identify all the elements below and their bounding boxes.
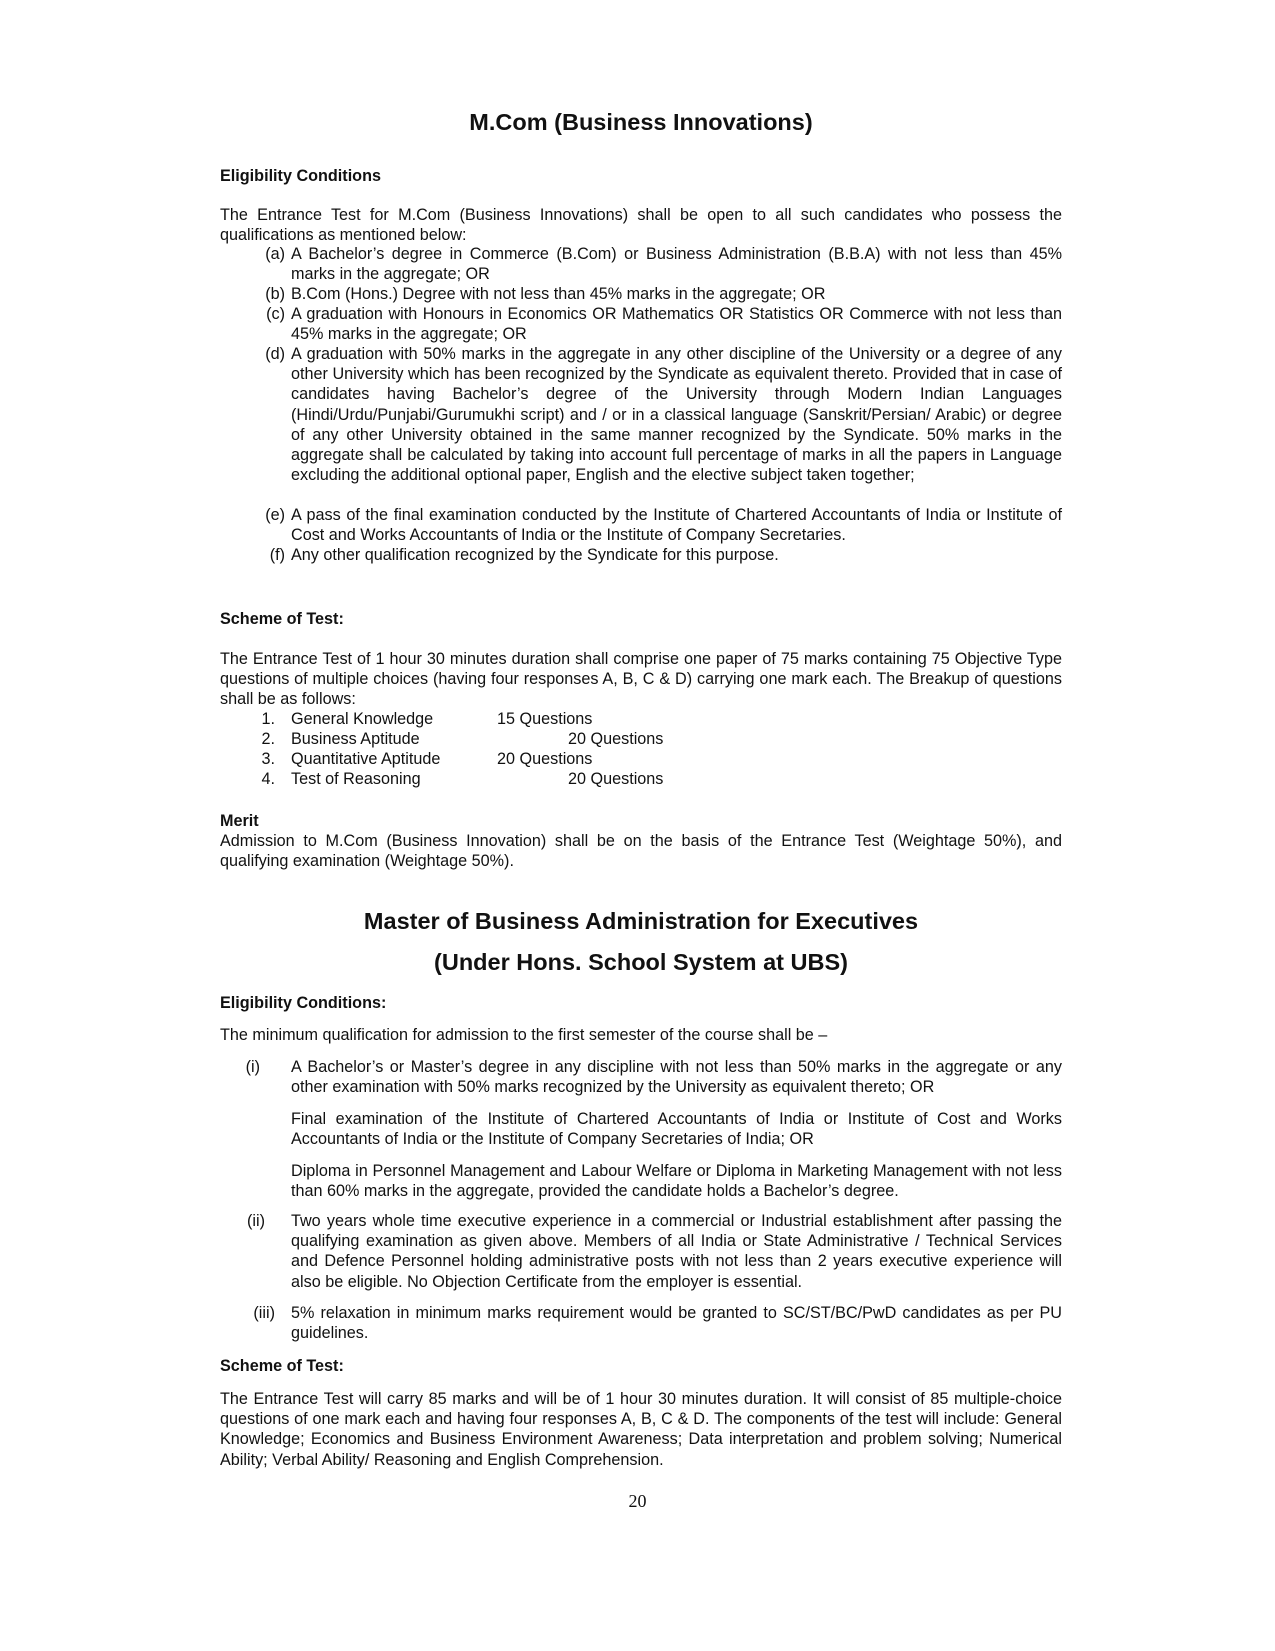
- condition-text: A graduation with 50% marks in the aggregate in any other discipline of the University or a degree of any other University which has been recognized by the Syndicate as equivalent thereto. Provided that in case of candidates having Bachelor’s degree of the University through Modern Indian Languages (Hindi/Urdu/Punjabi/Gurumukhi script) and / or in a classical language (Sanskrit/Persian/ Arabic) or degree of any other University obtained in the same manner recognized by the Syndicate. 50% marks in the aggregate shall be calculated by taking into account full percentage of marks in all the papers in Language excluding the additional optional paper, English and the elective subject taken together;: [291, 345, 1062, 485]
- condition-text: Diploma in Personnel Management and Labour Welfare or Diploma in Marketing Management with not less than 60% marks in the aggregate, provided the candidate holds a Bachelor’s degree.: [291, 1162, 1062, 1201]
- condition-text: A pass of the final examination conducted by the Institute of Chartered Accountants of India or Institute of Cost and Works Accountants of India or the Institute of Company Secretaries.: [291, 506, 1062, 545]
- mcom-scheme-heading: Scheme of Test:: [220, 610, 344, 628]
- breakup-subject: General Knowledge: [291, 710, 434, 728]
- breakup-count: 20 Questions: [497, 750, 593, 768]
- condition-text: Final examination of the Institute of Chartered Accountants of India or Institute of Cost and Works Accountants of India or the Institute of Company Secretaries of India; OR: [291, 1110, 1062, 1149]
- mcom-scheme-text: The Entrance Test of 1 hour 30 minutes duration shall comprise one paper of 75 marks containing 75 Objective Type questions of multiple choices (having four responses A, B, C & D) carrying one mark each. The Breakup of questions shall be as follows:: [220, 650, 1062, 709]
- condition-label: (c): [266, 305, 285, 323]
- breakup-count: 15 Questions: [497, 710, 593, 728]
- condition-label: (f): [269, 546, 285, 564]
- page-number: 20: [628, 1491, 647, 1511]
- mcom-merit-heading: Merit: [220, 812, 259, 830]
- breakup-subject: Test of Reasoning: [291, 770, 421, 788]
- condition-text: A graduation with Honours in Economics OR Mathematics OR Statistics OR Commerce with not less than 45% marks in the aggregate; OR: [291, 305, 1062, 344]
- breakup-number: 3.: [261, 750, 275, 768]
- condition-label: (ii): [247, 1212, 265, 1230]
- condition-text: 5% relaxation in minimum marks requirement would be granted to SC/ST/BC/PwD candidates as per PU guidelines.: [291, 1304, 1062, 1343]
- condition-text: A Bachelor’s degree in Commerce (B.Com) or Business Administration (B.B.A) with not less than 45% marks in the aggregate; OR: [291, 245, 1062, 284]
- mba-title-line1: Master of Business Administration for Executives: [363, 908, 919, 934]
- mba-eligibility-intro: The minimum qualification for admission to the first semester of the course shall be –: [220, 1026, 828, 1044]
- mcom-title: M.Com (Business Innovations): [469, 109, 813, 135]
- condition-text: Any other qualification recognized by the Syndicate for this purpose.: [291, 546, 779, 564]
- condition-label: (e): [265, 506, 285, 524]
- mcom-merit-text: Admission to M.Com (Business Innovation) shall be on the basis of the Entrance Test (Weightage 50%), and qualifying examination (Weightage 50%).: [220, 832, 1062, 871]
- mcom-eligibility-heading: Eligibility Conditions: [220, 167, 381, 185]
- mba-scheme-text: The Entrance Test will carry 85 marks and will be of 1 hour 30 minutes duration. It will consist of 85 multiple-choice questions of one mark each and having four responses A, B, C & D. The components of the test will include: General Knowledge; Economics and Business Environment Awareness; Data interpretation and problem solving; Numerical Ability; Verbal Ability/ Reasoning and English Comprehension.: [220, 1390, 1062, 1469]
- condition-label: (a): [265, 245, 285, 263]
- breakup-number: 4.: [261, 770, 275, 788]
- condition-text: Two years whole time executive experience in a commercial or Industrial establishment after passing the qualifying examination as given above. Members of all India or State Administrative / Technical Services and Defence Personnel holding administrative posts with not less than 2 years executive experience will also be eligible. No Objection Certificate from the employer is essential.: [291, 1212, 1062, 1291]
- breakup-count: 20 Questions: [568, 770, 664, 788]
- mcom-eligibility-intro: The Entrance Test for M.Com (Business Innovations) shall be open to all such candidates who possess the qualifications as mentioned below:: [220, 206, 1062, 245]
- breakup-number: 2.: [261, 730, 275, 748]
- condition-label: (i): [245, 1058, 260, 1076]
- breakup-subject: Quantitative Aptitude: [291, 750, 441, 768]
- condition-label: (b): [265, 285, 285, 303]
- condition-text: B.Com (Hons.) Degree with not less than 45% marks in the aggregate; OR: [291, 285, 826, 303]
- condition-label: (d): [265, 345, 285, 363]
- mba-title-line2: (Under Hons. School System at UBS): [434, 949, 848, 975]
- breakup-subject: Business Aptitude: [291, 730, 420, 748]
- mba-scheme-heading: Scheme of Test:: [220, 1357, 344, 1375]
- condition-text: A Bachelor’s or Master’s degree in any discipline with not less than 50% marks in the aggregate or any other examination with 50% marks recognized by the University as equivalent thereto; OR: [291, 1058, 1062, 1097]
- condition-label: (iii): [253, 1304, 275, 1322]
- breakup-count: 20 Questions: [568, 730, 664, 748]
- breakup-number: 1.: [261, 710, 275, 728]
- mba-eligibility-heading: Eligibility Conditions:: [220, 994, 387, 1012]
